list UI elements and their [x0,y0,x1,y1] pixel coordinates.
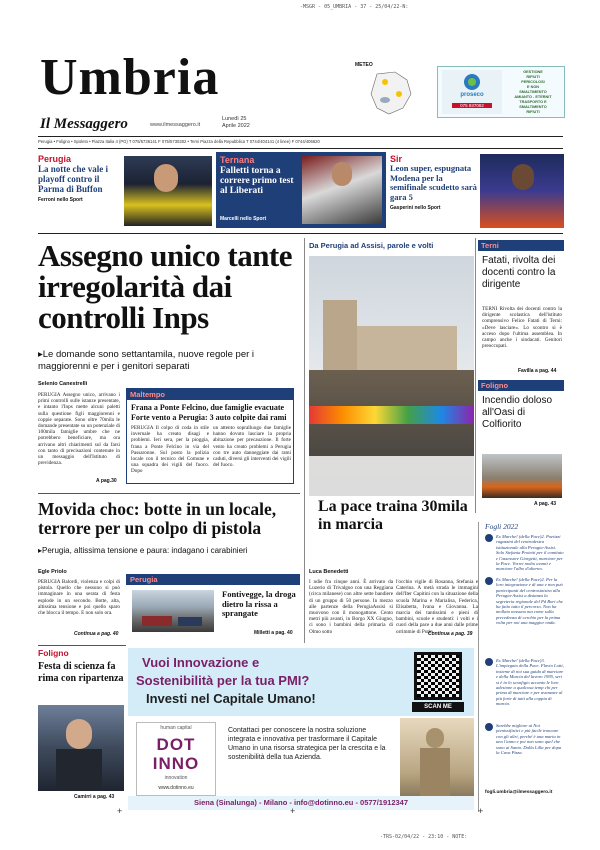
terni-headline: Fatati, rivolta dei docenti contro la dirigente [482,255,556,290]
foligno-tag: Foligno [478,380,564,391]
maltempo-body-col2: un attento sopralluogo due famiglie hanno dovuto lasciare la propria abitazione per precauzione. Il forte vento ha creato problemi a Perugia con tre auto danneggiate dai rami caduti, diversi gli interventi dei vigili del fuoco. [213,425,291,469]
ad-headline-3: Investi nel Capitale Umano! [146,691,316,706]
pace-photo [309,256,474,496]
perugia-continue: Milletti a pag. 40 [254,630,293,636]
foligno-left-continue: Camirri a pag. 43 [74,794,115,800]
movida-body: PERUGIA Balordi, violenza e colpi di pistola. Quello che nessuno si può immaginare in una serata di festa esplode in un secondo. Botte, alta, altissima tensione e poi quello sparo che blocca il tempo. E non solo ora. [38,579,120,617]
maltempo-box[interactable] [126,388,294,484]
terni-tag: Terni [478,240,564,251]
date-month: Aprile 2022 [222,123,250,129]
colfiorito-fire-photo [482,454,562,498]
perugia-tag: Perugia [126,574,300,585]
ad-dotinno[interactable] [128,648,474,810]
foligno-right-box[interactable] [478,380,564,515]
ad-headline-1: Vuoi Innovazione e [142,655,260,670]
print-slug: -MSGR - 05_UMBRIA - 37 - 25/04/22-N: [300,4,409,10]
teaser-tag: Ternana [220,155,255,165]
fogli-email[interactable]: fogli.umbria@ilmessaggero.it [485,790,553,795]
movida-author: Egle Priolo [38,569,67,575]
ad-proseco[interactable] [437,66,565,118]
ad-body: Contattaci per conoscere la nostra soluzione integrata e innovativa per trasformare il Capitale Umano in una risorsa strategica per la crescita e la sostenibilità della tua Azienda. [228,727,386,761]
date-day: Lunedì 25 [222,116,247,122]
sun-icon [382,79,388,85]
fogli-items [485,534,565,769]
issue-date [222,116,250,130]
fogli-item: Sarebbe migliore ai Noi pienissifistici e più facile troncare con gli altri, perché è una maria in uno l'anno e poi non sono quel che sono ai Santo. Dalla Lilla per dopa la Cava Pizza. [485,723,565,765]
scan-me-label: SCAN ME [412,702,464,712]
recycle-logo-icon [459,72,485,92]
teaser-byline: Ferroni nello Sport [38,197,83,203]
foligno-left-tag: Foligno [38,648,69,658]
bullet-icon [485,534,493,542]
ad-proseco-left [442,70,502,114]
paper-url[interactable]: www.ilmessaggero.it [150,122,201,128]
meteo-box [355,62,433,120]
pace-kicker: Da Perugia ad Assisi, parole e volti [309,241,434,250]
ad-banner [128,648,474,716]
fogli-item: Ex Marche! (della Pace)2. Per la loro integrazione e di una e non può partecipanti del centrosinistra alla Perugia-Assisi a distanza la segreteria regionale del Pd Bori che ha fatto tutto il percorso. Non ha mollato nessuno ma come sulla precedenza di cerchio per la prima volta per noi una maggior onda. [485,577,565,653]
dotinno-logo: human capital DOT INNO innovation www.dotinno.eu [136,722,216,796]
teaser-photo-leon [480,154,564,228]
maltempo-tag: Maltempo [127,389,293,400]
teaser-headline: Leon super, espugnata Modena per la semifinale scudetto sarà gara 5 [390,163,477,202]
meteo-label: METEO [355,62,373,68]
terni-continue: Favilla a pag. 44 [518,368,557,374]
lead-body: PERUGIA Assegno unico, arrivano i primi controlli sulle istanze presentate, e intanto l'Inps mette alcuni paletti sulla questione figli maggiorenni e coppie separate. Sono oltre 70mila le domande presentate su un potenziale di 100mila famiglie umbre che ne potrebbero beneficiare, ma ora arrivano altri chiarimenti sul da farsi con tanto di precisazioni contenute in un messaggio dell'Istituto di previdenza. [38,392,120,467]
masthead-title: Umbria [40,49,220,106]
movida-subhead: ▸Perugia, altissima tensione e paura: indagano i carabinieri [38,546,248,555]
lead-subhead: ▸Le domande sono settantamila, nuove regole per i maggiorenni e per i genitori separati [38,349,255,372]
teaser-sir[interactable] [390,154,564,228]
ad-footer[interactable]: Siena (Sinalunga) - Milano - info@dotinno.eu - 0577/1912347 [128,796,474,810]
fontivegge-photo [132,590,214,632]
ad-proseco-services: GESTIONE RIFIUTI PERICOLOSI E NON SMALTIMENTO AMIANTO - ETERNIT TRASPORTO E SMALTIMENTO RIFIUTI [514,70,552,114]
lead-headline[interactable]: Assegno unico tante irregolarità dai controlli Inps [38,238,293,335]
bullet-icon [485,723,493,731]
terni-body: TERNI Rivolta dei docenti contro la dirigente scolastica dell'istituto comprensivo Felice Fatati di Terni: «Deve lasciare». Lo scontro si è acceso dopo l'ultima assemblea. In campo anche i sindacati. Genitori preoccupati. [482,306,562,350]
maltempo-headline: Frana a Ponte Felcino, due famiglie evacuate Forte vento a Perugia: 3 auto colpite dai rami [131,403,287,422]
crop-mark: + [478,806,484,816]
crop-mark: + [117,806,123,816]
foligno-left-box[interactable] [38,648,126,808]
perugia-box[interactable] [126,574,300,640]
perugia-headline: Fontivegge, la droga dietro la rissa a sprangate [222,589,296,618]
foligno-speaker-photo [38,705,124,791]
contacts-line: Perugia • Foligno • Spoleto • Piazza Italia 4 (PG) T 075/5736141 F 075/5730282 • Terni Piazza della Repubblica T 0744/404141 (4 linee) F 0744/406620 [38,139,320,144]
teaser-tag: Perugia [38,154,72,164]
teaser-photo-buffon [124,156,212,226]
umbria-map-icon [355,68,433,120]
fogli-item: Ex Marche! (della Pace)3. L'impiegato della Pace. Flavio Lotti, insieme di noi sua guida di marciare e della Marcia del lavoro 1995, seri si è in lo sconfigio accanto le loro adesione a qualcosa temp chi per prima di marciare e per avanzare al più forte di tutti alla coppia di marcia. [485,658,565,718]
pace-body-col1: I ndie fra cinque anni. È arrivato da Luzerio di Trivalgoo con una Reggiana (circa milanese) con altre sette bandiere di un gruppo di 50 persone. In mezzo alle partenze della PerugiaAssisi si muovono con il monogattone. Cento metri più avanti, in Borgo XX Giugno, ci sono i bambini della primaria di Olmo sotto [309,579,393,635]
teaser-tag: Sir [390,154,403,164]
terni-box[interactable] [478,240,564,380]
pace-author: Luca Benedetti [309,569,349,575]
movida-continue[interactable]: Continua a pag. 40 [74,631,119,637]
basilica-tower [323,300,357,370]
fogli-item: Ex Marche! (della Pace)2. Poetizzi ragazzini del centrodestra istituzionale alla Perugia-Assisi. Solo Stefania Proietti per il comitato e l'assessore Giorgetti, marciare per la Pace. Vorrei molto avanti e marciare l'albo d'alterno. [485,534,565,572]
crop-mark: + [290,806,296,816]
teaser-byline: Marcelli nello Sport [220,216,267,222]
teaser-perugia[interactable] [38,154,214,228]
foligno-right-headline: Incendio doloso all'Oasi di Colfiorito [482,395,553,430]
movida-headline[interactable]: Movida choc: botte in un locale, terrore per un colpo di pistola [38,499,277,538]
pace-continue[interactable]: Continua a pag. 39 [428,631,473,637]
teaser-headline: La notte che vale i playoff contro il Parma di Buffon [38,164,108,194]
lead-author: Selenio Canestrelli [38,381,88,387]
qr-code-icon [414,652,462,700]
teaser-headline: Falletti torna a correre primo test al Liberati [220,166,294,196]
teaser-byline: Gasperini nello Sport [390,205,441,211]
maltempo-body-col1: PERUGIA Il colpo di coda in stile invernale ha creato disagi e problemi. Ieri sera, per la pioggia, frana a Ponte Felcino in via del Passaronne. Sul posto la polizia locale con il tecnico del Comune e una squadra dei vigili del fuoco. Dopo [131,425,209,475]
ad-headline-2: Sostenibilità per la tua PMI? [136,673,310,688]
print-footer-slug: -TRS-02/04/22 - 23:10 - NOTE: [380,834,468,840]
pace-flag-stripe [309,406,474,424]
pace-body-col2: l'occhio vigile di Rosanna, Stefania e Caterina. A metà strada le immagini dell'Iter Capitini con la situazione della scuola Marina e Marialisa, Federica, Elisabetta, Ivana e Giovanna. La marcia dei tantissimi e pieni di bambini, scuole e studenti: i volti e i cuori della pace a due anni dalle prime orrimmie di Putin. [396,579,478,635]
ad-proseco-brand: proseco [460,92,484,98]
paper-logo: Il Messaggero [40,116,128,132]
fogli-title: Fogli 2022 [485,522,519,531]
bullet-icon [485,577,493,585]
bullet-icon [485,658,493,666]
teaser-photo-falletti [302,156,382,224]
ad-proseco-phone: 075 937082 [452,103,492,108]
fogli-column [478,522,564,812]
lead-continue[interactable]: A pag.30 [96,478,117,484]
teaser-ternana[interactable] [216,152,386,228]
foligno-left-headline: Festa di scienza fa rima con ripartenza [38,661,124,684]
foligno-right-continue: A pag. 43 [534,501,557,507]
pace-headline[interactable]: La pace traina 30mila in marcia [318,498,468,533]
